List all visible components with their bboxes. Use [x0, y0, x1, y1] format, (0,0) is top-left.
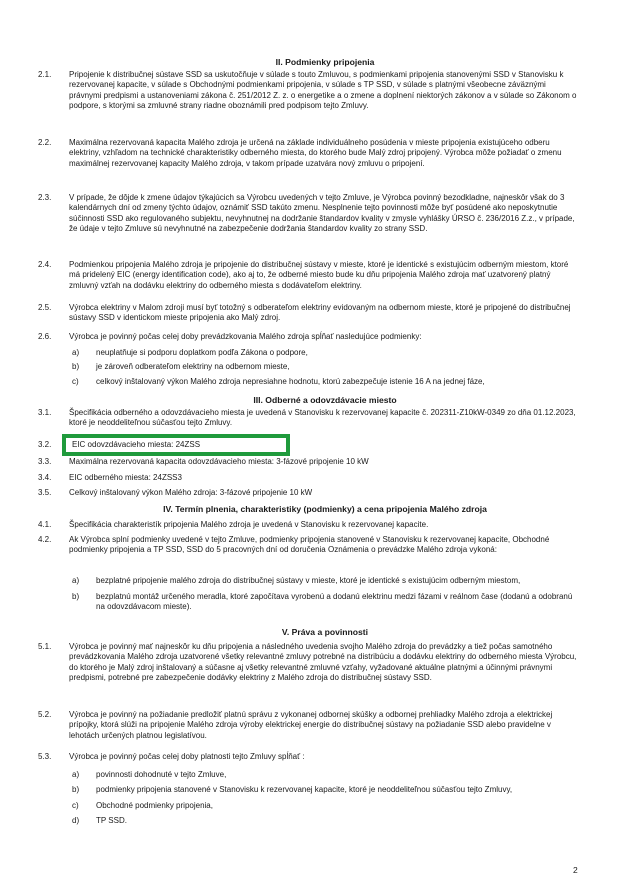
- clause-number: 5.2.: [38, 710, 52, 719]
- list-text: neuplatňuje si podporu doplatkom podľa Zákona o podpore,: [96, 348, 308, 357]
- clause-text: Ak Výrobca splní podmienky uvedené v tejto Zmluve, podmienky pripojenia stanovené v Stanovisku k rezervovanej kapacite, Obchodné podmienky pripojenia a TP SSD, SSD do 5 pracovných dní od doručenia Oznámenia o prevádzke Malého zdroja vykoná:: [69, 535, 550, 555]
- clause-text: Špecifikácia odberného a odovzdávacieho miesta je uvedená v Stanovisku k rezervovanej kapacite č. 202311-Z10kW-0349 zo dňa 01.12.2023, ktoré je neoddeliteľnou súčasťou tejto Zmluvy.: [69, 408, 576, 428]
- section-heading-3: III. Odberné a odovzdávacie miesto: [253, 395, 397, 405]
- clause-text: EIC odberného miesta: 24ZSS3: [69, 473, 182, 482]
- list-text: bezplatnú montáž určeného meradla, ktoré započítava vyrobenú a dodanú elektrinu medzi fázami v reálnom čase (dodanú a odobranú na odovzdávacom mieste).: [96, 592, 573, 612]
- clause-number: 3.2.: [38, 440, 52, 449]
- clause-number: 3.4.: [38, 473, 52, 482]
- clause-text: Výrobca je povinný na požiadanie predložiť platnú správu z vykonanej odbornej skúšky a odbornej prehliadky Malého zdroja a elektrickej prípojky, ktorá slúži na pripojenie Malého zdroja výroby elektrickej energie do distribučnej sústavy na požiadanie SSD alebo pravidelne v lehotách určených platnou legislatívou.: [69, 710, 553, 740]
- list-text: Obchodné podmienky pripojenia,: [96, 801, 213, 810]
- clause-text: Špecifikácia charakteristík pripojenia Malého zdroja je uvedená v Stanovisku k rezervovanej kapacite.: [69, 520, 429, 529]
- clause-text: Celkový inštalovaný výkon Malého zdroja: 3-fázové pripojenie 10 kW: [69, 488, 313, 497]
- clause-number: 3.3.: [38, 457, 52, 466]
- page-number: 2: [573, 865, 578, 875]
- eic-delivery-point-value: EIC odovzdávacieho miesta: 24ZSS: [72, 440, 201, 449]
- clause-number: 3.1.: [38, 408, 52, 417]
- clause-number: 4.2.: [38, 535, 52, 544]
- clause-number: 2.6.: [38, 332, 52, 341]
- list-letter: a): [72, 770, 80, 779]
- clause-number: 2.5.: [38, 303, 52, 312]
- list-text: podmienky pripojenia stanovené v Stanovisku k rezervovanej kapacite, ktoré je neoddeliteľnou súčasťou tejto Zmluvy,: [96, 785, 513, 794]
- section-heading-5: V. Práva a povinnosti: [281, 627, 369, 637]
- clause-text: V prípade, že dôjde k zmene údajov týkajúcich sa Výrobcu uvedených v tejto Zmluve, je Výrobca povinný bezodkladne, najneskôr však do 3 kalendárnych dní od zmeny týchto údajov, oznámiť SSD takúto zmenu. Nesplnenie tejto povinnosti môže byť posúdené ako neposkytnutie súčinnosti SSD ako regulovaného subjektu, nevyhnutnej na dodržanie štandardov kvality v zmysle vyhlášky ÚRSO č. 236/2016 Z.z., v prípade, že údaje v tejto Zmluve sú nevyhnutné na zabezpečenie dodržania štandardov kvality zo strany SSD.: [69, 193, 575, 234]
- clause-text: Výrobca je povinný mať najneskôr ku dňu pripojenia a následného uvedenia svojho Malého zdroja do prevádzky a tiež počas samotného prevádzkovania Malého zdroja uzatvorené všetky relevantné zmluvy potrebné na distribúciu a dodávku elektriny do odberného miesta Výrobcu, do ktorého je Malý zdroj inštalovaný a súčasne aj všetky relevantné zmluvné vzťahy, vyžadované aktuálne platnými a účinnými právnymi predpismi, potrebné pre zabezpečenie dodávky elektriny z Malého zdroja do distribučnej sústavy SSD.: [69, 642, 577, 683]
- section-heading-4: IV. Termín plnenia, charakteristiky (podmienky) a cena pripojenia Malého zdroja: [163, 504, 487, 514]
- list-text: je zároveň odberateľom elektriny na odbernom mieste,: [96, 362, 290, 371]
- clause-number: 4.1.: [38, 520, 52, 529]
- clause-text: Maximálna rezervovaná kapacita odovzdávacieho miesta: 3-fázové pripojenie 10 kW: [69, 457, 369, 466]
- list-letter: d): [72, 816, 80, 825]
- list-letter: b): [72, 362, 80, 371]
- list-text: povinnosti dohodnuté v tejto Zmluve,: [96, 770, 227, 779]
- list-letter: c): [72, 801, 79, 810]
- section-heading-2: II. Podmienky pripojenia: [275, 57, 375, 67]
- list-text: celkový inštalovaný výkon Malého zdroja nepresiahne hodnotu, ktorú zabezpečuje istenie 16 A na jednej fáze,: [96, 377, 485, 386]
- clause-number: 2.1.: [38, 70, 52, 79]
- list-letter: a): [72, 348, 80, 357]
- clause-number: 2.2.: [38, 138, 52, 147]
- clause-number: 5.3.: [38, 752, 52, 761]
- clause-number: 2.4.: [38, 260, 52, 269]
- clause-text: Výrobca je povinný počas celej doby platnosti tejto Zmluvy spĺňať :: [69, 752, 305, 761]
- clause-text: Výrobca elektriny v Malom zdroji musí byť totožný s odberateľom elektriny evidovaným na odbernom mieste, ktoré je pripojené do distribučnej sústavy SSD v identickom mieste pripojenia ako Malý zdroj.: [69, 303, 571, 323]
- highlight-box: [62, 434, 290, 456]
- list-letter: b): [72, 785, 80, 794]
- list-letter: a): [72, 576, 80, 585]
- clause-text: Podmienkou pripojenia Malého zdroja je pripojenie do distribučnej sústavy v mieste, ktoré je identické s existujúcim odberným miestom, ktoré má pridelený EIC (energy identification code), ako aj to, že odberné miesto bude ku dňu pripojenia Malého zdroja mať uzatvorený platný zmluvný vzťah na dodávku elektriny do odberného miesta s dodávateľom elektriny.: [69, 260, 569, 290]
- clause-number: 3.5.: [38, 488, 52, 497]
- clause-text: Maximálna rezervovaná kapacita Malého zdroja je určená na základe individuálneho posúdenia v mieste pripojenia existujúceho odberu elektriny, vzhľadom na technické charakteristiky odberného miesta, do ktorého bude Malý zdroj pripojený. Výrobca môže požiadať o zmenu maximálnej rezervovanej kapacity Malého zdroja, v takom prípade uzatvára nový zmluvu o pripojení.: [69, 138, 562, 168]
- list-text: bezplatné pripojenie malého zdroja do distribučnej sústavy v mieste, ktoré je identické s existujúcim odberným miestom,: [96, 576, 521, 585]
- clause-number: 2.3.: [38, 193, 52, 202]
- list-text: TP SSD.: [96, 816, 127, 825]
- list-letter: c): [72, 377, 79, 386]
- clause-number: 5.1.: [38, 642, 52, 651]
- list-letter: b): [72, 592, 80, 601]
- clause-text: Pripojenie k distribučnej sústave SSD sa uskutočňuje v súlade s touto Zmluvou, s podmienkami pripojenia stanovenými SSD v Stanovisku k rezervovanej kapacite, v súlade s Obchodnými podmienkami pripojenia, v súlade s TP SSD, v súlade s platnými všeobecne záväznými právnymi predpismi a ustanoveniami zákona č. 251/2012 Z. z. o energetike a o zmene a doplnení niektorých zákonov a v súlade so Zákonom o podpore, s ktorými sa zmluvné strany riadne oboznámili pred podpisom tejto Zmluvy.: [69, 70, 577, 111]
- clause-text: Výrobca je povinný počas celej doby prevádzkovania Malého zdroja spĺňať nasledujúce podmienky:: [69, 332, 422, 341]
